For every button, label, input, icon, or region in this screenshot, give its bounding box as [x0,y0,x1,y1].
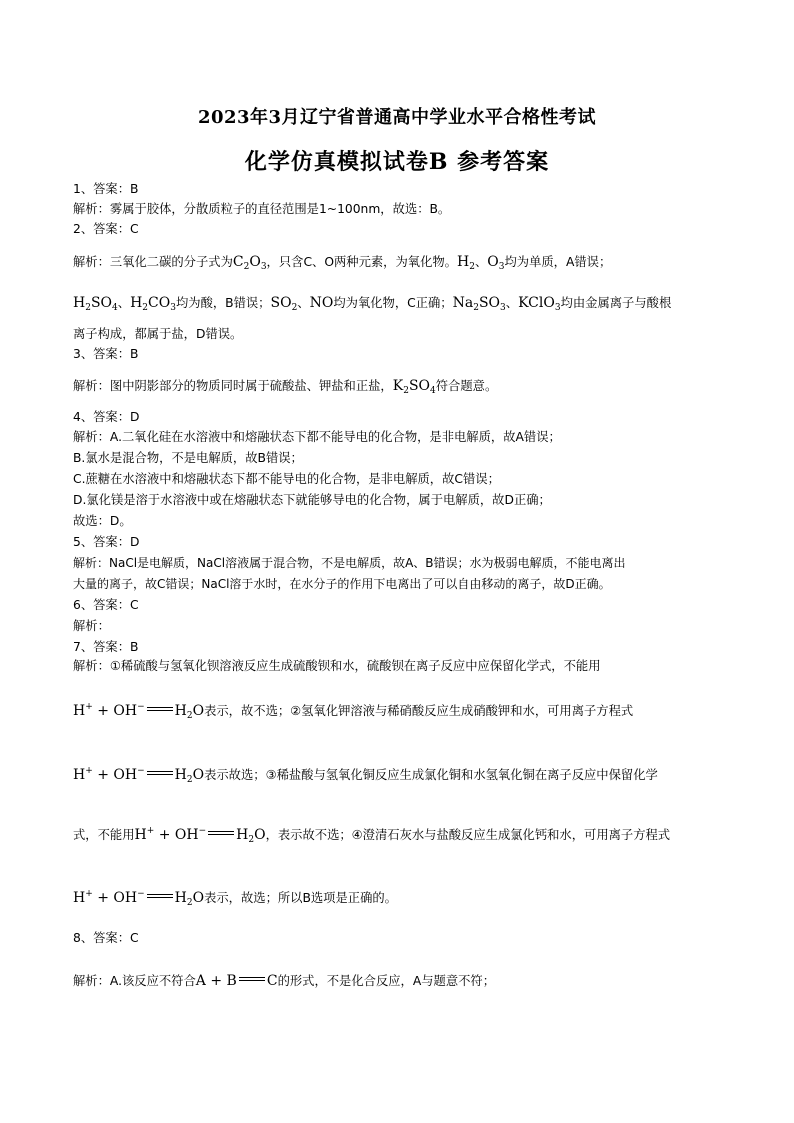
analysis-7-line2: H+ + OH− $H_2O$表示，故不选；②氢氧化钾溶液与稀硝酸反应生成硝酸钾和水，可用离子方程式 [73,702,634,721]
answer-2: 2、答案：C [73,222,139,236]
answer-6: 6、答案：C [73,598,139,612]
answer-5: 5、答案：D [73,535,140,549]
analysis-4-line2: B.氯水是混合物，不是电解质，故B错误； [73,451,303,465]
answer-7: 7、答案：B [73,640,139,654]
page-title: 2023年3月辽宁省普通高中学业水平合格性考试 [197,107,597,128]
analysis-4-line1: 解析：A.二氧化硅在水溶液中和熔融状态下都不能导电的化合物，是非电解质，故A错误； [73,430,561,444]
analysis-4-line5: 故选：D。 [73,514,132,528]
answer-3: 3、答案：B [73,347,139,361]
analysis-5-line2: 大量的离子，故C错误；NaCl溶于水时，在水分子的作用下电离出了可以自由移动的离子，故D正确。 [73,577,611,591]
analysis-3: 解析：图中阴影部分的物质同时属于硫酸盐、钾盐和正盐，$K_2SO_4$符合题意。 [73,378,498,396]
analysis-7-line5: H+ + OH− $H_2O$表示，故选；所以B选项是正确的。 [73,889,397,908]
answer-4: 4、答案：D [73,410,140,424]
analysis-8-line1: 解析：A.该反应不符合A + B C的形式，不是化合反应，A与题意不符； [73,973,496,989]
analysis-2-line2: $H_2SO_4$、$H_2CO_3$均为酸，B错误；$SO_2$、NO均为氧化物，C正确；$Na_2SO_3$、KClO$_3$均由金属离子与酸根 [73,295,672,313]
answer-1: 1、答案：B [73,182,139,196]
analysis-5-line1: 解析：NaCl是电解质，NaCl溶液属于混合物，不是电解质，故A、B错误；水为极弱电解质，不能电离出 [73,556,626,570]
ion-equation: H+ + OH− $H_2O$ [73,889,205,908]
analysis-7-line3: H+ + OH− $H_2O$表示故选；③稀盐酸与氢氧化铜反应生成氯化铜和水氢氧化铜在离子反应中保留化学 [73,766,658,785]
analysis-2-line1: 解析：三氧化二碳的分子式为$C_2O_3$，只含C、O两种元素，为氧化物。$H_2$、$O_3$均为单质，A错误； [73,254,612,272]
page-subtitle: 化学仿真模拟试卷B 参考答案 [244,149,550,175]
analysis-2-line3: 离子构成，都属于盐，D错误。 [73,327,243,341]
analysis-1: 解析：雾属于胶体，分散质粒子的直径范围是1~100nm，故选：B。 [73,202,451,216]
ion-equation: H+ + OH− $H_2O$ [134,826,266,845]
analysis-6: 解析： [73,619,110,633]
ion-equation: H+ + OH− $H_2O$ [73,766,205,785]
analysis-4-line3: C.蔗糖在水溶液中和熔融状态下都不能导电的化合物，是非电解质，故C错误； [73,472,500,486]
reaction-formula: A + B C [195,973,278,989]
analysis-7-line1: 解析：①稀硫酸与氢氧化钡溶液反应生成硫酸钡和水，硫酸钡在离子反应中应保留化学式，不能用 [73,659,601,673]
analysis-7-line4: 式，不能用H+ + OH− $H_2O$，表示故不选；④澄清石灰水与盐酸反应生成氯化钙和水，可用离子方程式 [73,826,671,845]
analysis-4-line4: D.氯化镁是溶于水溶液中或在熔融状态下就能够导电的化合物，属于电解质，故D正确； [73,493,551,507]
answer-8: 8、答案：C [73,931,139,945]
ion-equation: H+ + OH− $H_2O$ [73,702,205,721]
